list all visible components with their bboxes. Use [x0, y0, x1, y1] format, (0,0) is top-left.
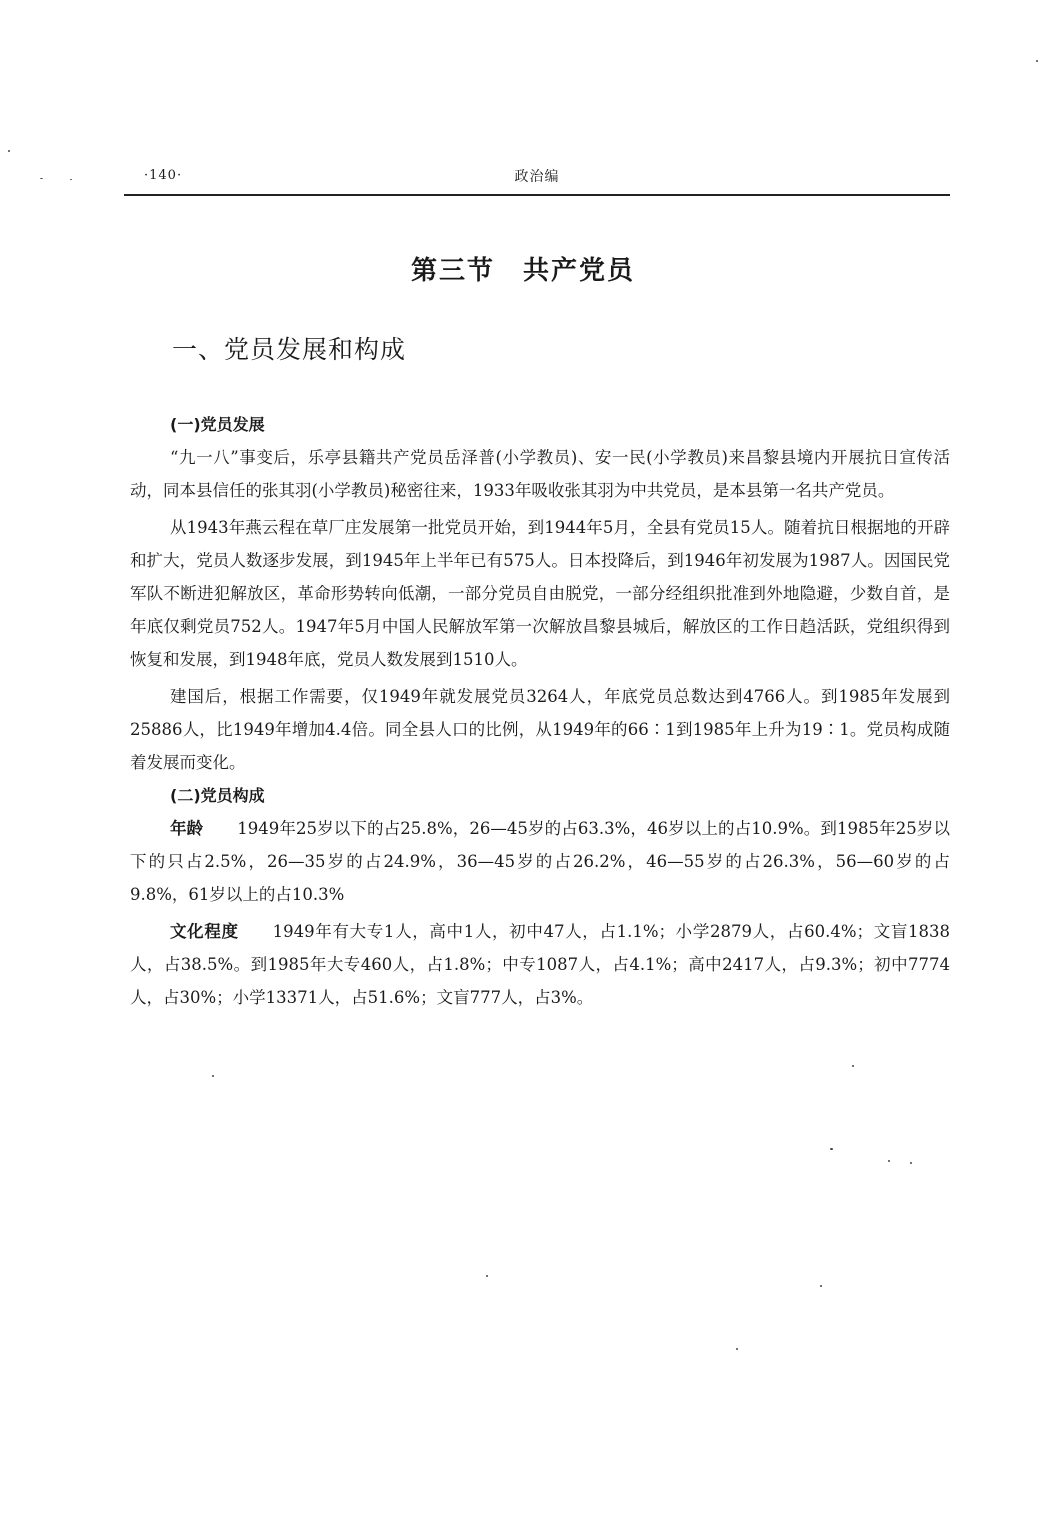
scan-speck: [736, 1348, 738, 1350]
education-text: 1949年有大专1人，高中1人，初中47人，占1.1%；小学2879人，占60.4%；文盲1838人，占38.5%。到1985年大专460人，占1.8%；中专1087人，占4.1%；高中2417人，占9.3%；初中7774人，占30%；小学13371人，占51.6%；文盲777人，占3%。: [130, 922, 950, 1007]
scan-speck: [910, 1162, 912, 1164]
paragraph: “九一八”事变后，乐亭县籍共产党员岳泽普(小学教员)、安一民(小学教员)来昌黎县境内开展抗日宣传活动，同本县信任的张其羽(小学教员)秘密往来，1933年吸收张其羽为中共党员，是本县第一名共产党员。: [130, 448, 950, 500]
header-rule: [124, 194, 950, 196]
scan-speck: [888, 1160, 890, 1162]
paragraph-age: [130, 812, 950, 911]
page-number: ·140·: [144, 168, 183, 183]
scan-speck: [8, 150, 10, 152]
heading-party-member-development: (一)党员发展: [170, 415, 265, 434]
page-header: [124, 160, 950, 196]
running-title: 政治编: [514, 169, 560, 185]
scan-speck: [486, 1275, 488, 1277]
scan-speck: [1036, 60, 1038, 62]
scan-speck: [212, 1075, 214, 1077]
age-label: 年龄: [170, 819, 204, 838]
scan-speck: [820, 1285, 822, 1287]
heading-party-member-composition: (二)党员构成: [170, 786, 265, 805]
age-text: 1949年25岁以下的占25.8%，26—45岁的占63.3%，46岁以上的占10.9%。到1985年25岁以下的只占2.5%，26—35岁的占24.9%，36—45岁的占26.2%，46—55岁的占26.3%，56—60岁的占9.8%，61岁以上的占10.3%: [130, 819, 950, 904]
section-title: 第三节 共产党员: [410, 256, 635, 286]
scan-speck: [852, 1065, 854, 1067]
scan-speck: [830, 1148, 833, 1150]
body-text: [130, 408, 950, 1014]
paragraph: 从1943年燕云程在草厂庄发展第一批党员开始，到1944年5月，全县有党员15人。随着抗日根据地的开辟和扩大，党员人数逐步发展，到1945年上半年已有575人。日本投降后，到1946年初发展为1987人。因国民党军队不断进犯解放区，革命形势转向低潮，一部分党员自由脱党，一部分经组织批准到外地隐避，少数自首，是年底仅剩党员752人。1947年5月中国人民解放军第一次解放昌黎县城后，解放区的工作日趋活跃，党组织得到恢复和发展，到1948年底，党员人数发展到1510人。: [130, 518, 950, 669]
paragraph: 建国后，根据工作需要，仅1949年就发展党员3264人，年底党员总数达到4766人。到1985年发展到25886人，比1949年增加4.4倍。同全县人口的比例，从1949年的66∶1到1985年上升为19∶1。党员构成随着发展而变化。: [130, 687, 950, 772]
subsection-title: 一、党员发展和构成: [172, 335, 407, 364]
scan-speck: [40, 178, 43, 179]
paragraph-education: [130, 915, 950, 1014]
education-label: 文化程度: [170, 922, 239, 941]
scan-speck: [70, 179, 72, 180]
